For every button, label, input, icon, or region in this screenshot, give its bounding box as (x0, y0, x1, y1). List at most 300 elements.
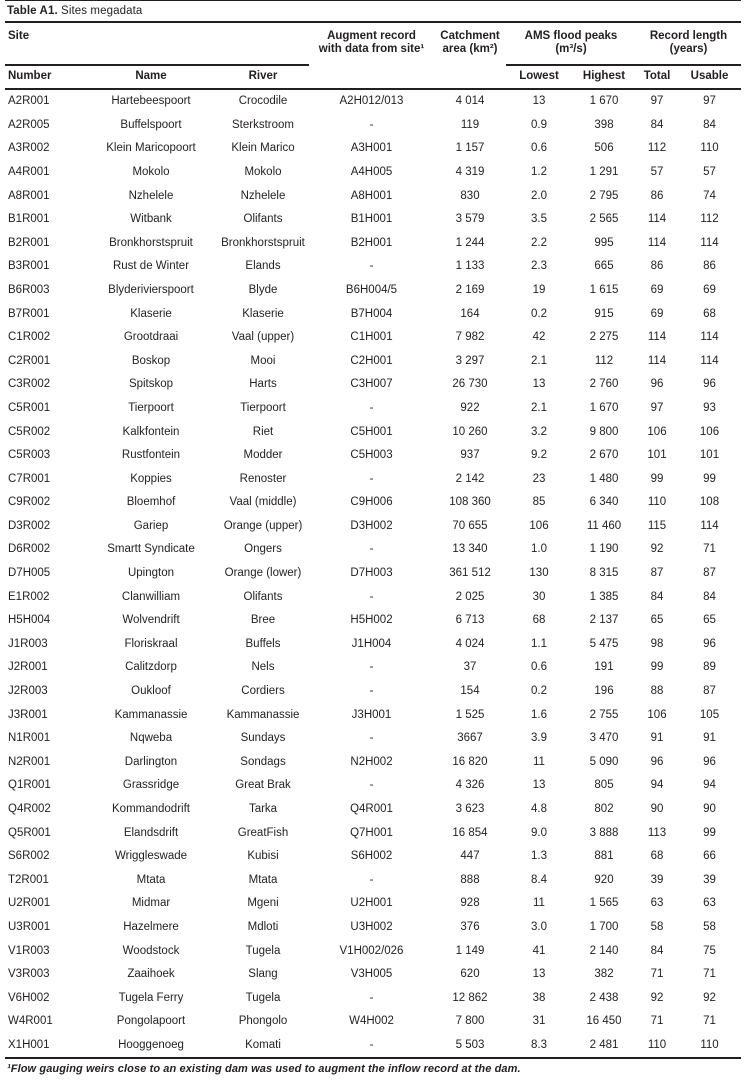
cell-usable: 114 (700, 519, 719, 532)
cell-catchment-area: 830 (460, 189, 480, 202)
cell-catchment-area: 7 800 (455, 1015, 485, 1028)
cell-river: Mdloti (247, 920, 279, 933)
cell-catchment-area: 620 (460, 968, 480, 981)
cell-usable: 66 (703, 850, 716, 863)
cell-river: Riet (252, 425, 274, 438)
cell-river: GreatFish (237, 826, 289, 839)
cell-augment-site: H5H002 (350, 614, 393, 627)
cell-total: 87 (650, 567, 664, 580)
cell-augment-site: C5H001 (350, 425, 393, 438)
cell-total: 96 (650, 378, 664, 391)
table-row (5, 1010, 741, 1034)
cell-lowest: 2.3 (531, 260, 547, 273)
cell-augment-site: D3H002 (350, 519, 393, 532)
cell-usable: 91 (703, 732, 716, 745)
cell-number: C5R002 (8, 425, 51, 438)
table-row (5, 89, 741, 114)
cell-total: 115 (647, 519, 667, 532)
cell-highest: 1 480 (589, 472, 619, 485)
cell-augment-site: U3H002 (350, 920, 393, 933)
cell-usable: 68 (703, 307, 716, 320)
cell-number: D6R002 (8, 543, 51, 556)
cell-river: Vaal (middle) (229, 496, 297, 509)
cell-total: 114 (647, 236, 667, 249)
cell-river: Sondags (240, 755, 286, 768)
cell-lowest: 13 (532, 968, 546, 981)
cell-usable: 65 (703, 614, 716, 627)
cell-river: Klaserie (242, 307, 284, 320)
cell-river: Sundays (240, 732, 286, 745)
cell-highest: 881 (594, 850, 614, 863)
cell-total: 97 (650, 401, 664, 414)
cell-catchment-area: 2 025 (455, 590, 485, 603)
cell-number: A8R001 (8, 189, 50, 202)
cell-augment-site: W4H002 (349, 1015, 394, 1028)
cell-highest: 196 (594, 685, 614, 698)
cell-number: N1R001 (8, 732, 51, 745)
cell-catchment-area: 119 (460, 118, 480, 131)
cell-highest: 1 700 (589, 920, 619, 933)
table-row (5, 302, 741, 326)
cell-catchment-area: 3 623 (455, 803, 485, 815)
cell-usable: 114 (700, 354, 719, 367)
header-group-row (5, 23, 741, 65)
cell-augment-site: - (309, 1034, 434, 1059)
cell-name: Mtata (136, 873, 166, 886)
cell-total: 58 (650, 920, 664, 933)
cell-catchment-area: 447 (460, 850, 480, 863)
cell-river: Tugela (245, 944, 281, 957)
column-header-river: River (217, 65, 309, 89)
table-row (5, 279, 741, 303)
cell-usable: 99 (703, 826, 716, 839)
column-group-augment-record (309, 23, 434, 89)
cell-augment-site: - (369, 590, 374, 603)
column-group-length-line1: Record length (649, 30, 728, 42)
cell-lowest: 3.0 (531, 920, 547, 933)
cell-usable: 90 (703, 803, 716, 815)
cell-augment-site: - (369, 472, 374, 485)
cell-number: V3R003 (8, 968, 50, 981)
cell-lowest: 42 (532, 331, 546, 344)
cell-number: C5R001 (8, 401, 51, 414)
cell-catchment-area: 70 655 (452, 519, 488, 532)
cell-number: B7R001 (8, 307, 50, 320)
table-row (5, 326, 741, 350)
cell-number: U3R001 (8, 920, 51, 933)
cell-usable: 96 (703, 378, 716, 391)
cell-total: 94 (650, 779, 664, 792)
cell-lowest: 2.1 (531, 354, 547, 367)
column-header-name: Name (85, 65, 217, 89)
cell-lowest: 3.5 (531, 213, 547, 226)
cell-river: Orange (upper) (223, 519, 303, 532)
cell-highest: 915 (594, 307, 614, 320)
cell-number: T2R001 (8, 873, 49, 886)
cell-highest: 2 275 (589, 331, 619, 344)
cell-catchment-area: 1 133 (455, 260, 485, 273)
cell-highest: 1 291 (589, 165, 619, 178)
cell-total: 114 (647, 331, 667, 344)
cell-name: Koppies (130, 472, 172, 485)
cell-lowest: 13 (532, 378, 546, 391)
cell-usable: 74 (703, 189, 716, 202)
table-row (5, 939, 741, 963)
cell-augment-site: N2H002 (350, 755, 393, 768)
cell-catchment-area: 3 297 (455, 354, 485, 367)
cell-total: 65 (650, 614, 664, 627)
column-group-catchment-line2: area (km²) (442, 43, 498, 56)
cell-river: Bree (250, 614, 276, 627)
cell-augment-site: - (369, 260, 374, 273)
cell-total: 39 (650, 873, 664, 886)
cell-number: X1H001 (5, 1034, 85, 1059)
cell-total: 63 (650, 897, 664, 910)
cell-name: Kommandodrift (112, 803, 190, 815)
cell-name: Grootdraai (123, 331, 179, 344)
cell-name: Blyderivierspoort (108, 283, 194, 296)
cell-river: Phongolo (238, 1015, 288, 1028)
table-row (5, 232, 741, 256)
cell-river: Tugela (245, 991, 281, 1004)
cell-total: 98 (650, 637, 664, 650)
cell-catchment-area: 922 (460, 401, 480, 414)
table-row (5, 609, 741, 633)
column-header-highest: Highest (572, 65, 636, 89)
column-header-lowest: Lowest (506, 65, 572, 89)
cell-catchment-area: 888 (460, 873, 480, 886)
cell-number: B3R001 (8, 260, 50, 273)
cell-lowest: 1.1 (531, 637, 547, 650)
column-header-usable: Usable (678, 65, 741, 89)
cell-highest: 3 470 (589, 732, 619, 745)
cell-total: 69 (650, 283, 664, 296)
cell-number: A3R002 (8, 142, 50, 155)
column-group-site (5, 23, 309, 65)
column-group-site-label: Site (8, 30, 30, 42)
cell-total: 99 (650, 661, 664, 674)
cell-total: 92 (650, 543, 664, 556)
sites-megadata-table (5, 23, 741, 1059)
cell-augment-site: B2H001 (350, 236, 393, 249)
cell-name: Witbank (130, 213, 172, 226)
cell-lowest: 3.2 (531, 425, 547, 438)
table-row (5, 892, 741, 916)
cell-name: Smartt Syndicate (107, 543, 195, 556)
cell-highest: 8 315 (589, 567, 619, 580)
column-group-ams-line1: AMS flood peaks (524, 30, 618, 42)
cell-catchment-area: 16 820 (452, 755, 488, 768)
table-row (5, 751, 741, 775)
cell-catchment-area: 108 360 (449, 496, 491, 509)
cell-usable: 71 (703, 543, 716, 556)
cell-name: Kammanassie (114, 708, 188, 721)
cell-river: Kammanassie (226, 708, 300, 721)
cell-number: H5H004 (8, 614, 51, 627)
cell-name: Grassridge (122, 779, 180, 792)
cell-augment-site: - (369, 661, 374, 674)
cell-augment-site: C3H007 (350, 378, 393, 391)
cell-river: Elands (245, 260, 281, 273)
cell-total: 92 (650, 991, 664, 1004)
cell-usable: 86 (703, 260, 716, 273)
cell-catchment-area: 5 503 (434, 1034, 506, 1059)
cell-highest: 2 755 (589, 708, 619, 721)
cell-catchment-area: 13 340 (452, 543, 488, 556)
cell-highest: 2 670 (589, 449, 619, 462)
cell-lowest: 130 (529, 567, 549, 580)
cell-lowest: 0.6 (531, 661, 547, 674)
table-row (5, 538, 741, 562)
cell-river: Harts (249, 378, 277, 391)
table-row (5, 585, 741, 609)
cell-number: Q5R001 (8, 826, 51, 839)
cell-lowest: 2.0 (531, 189, 547, 202)
cell-lowest: 106 (529, 519, 549, 532)
cell-number: D7H005 (8, 567, 51, 580)
cell-total: 84 (650, 944, 664, 957)
cell-usable: 57 (703, 165, 716, 178)
cell-augment-site: - (369, 401, 374, 414)
cell-name: Hartebeespoort (111, 95, 191, 108)
cell-total: 114 (647, 213, 667, 226)
cell-highest: 506 (594, 142, 614, 155)
cell-river: Komati (217, 1034, 309, 1059)
cell-total: 113 (647, 826, 667, 839)
cell-number: E1R002 (8, 590, 50, 603)
cell-usable: 105 (699, 708, 720, 721)
cell-name: Pongolapoort (116, 1015, 186, 1028)
cell-highest: 5 090 (589, 755, 619, 768)
cell-name: Spitskop (128, 378, 174, 391)
cell-name: Nqweba (129, 732, 173, 745)
table-row (5, 114, 741, 138)
cell-highest: 5 475 (589, 637, 619, 650)
cell-number: C9R002 (8, 496, 51, 509)
cell-river: Great Brak (235, 779, 291, 792)
cell-highest: 805 (594, 779, 614, 792)
table-title-text: Sites megadata (57, 5, 143, 17)
cell-number: A4R001 (8, 165, 50, 178)
cell-lowest: 2.1 (531, 401, 547, 414)
cell-usable: 114 (700, 331, 719, 344)
cell-usable: 108 (699, 496, 720, 509)
cell-number: U2R001 (8, 897, 51, 910)
cell-augment-site: J3H001 (351, 708, 392, 721)
cell-usable: 87 (703, 685, 716, 698)
cell-catchment-area: 4 014 (455, 95, 485, 108)
cell-lowest: 11 (533, 755, 545, 768)
cell-lowest: 31 (532, 1015, 546, 1028)
cell-lowest: 8.4 (531, 873, 547, 886)
cell-total: 90 (650, 803, 664, 815)
cell-augment-site: A8H001 (350, 189, 393, 202)
cell-name: Hazelmere (123, 920, 179, 933)
cell-lowest: 8.3 (506, 1034, 572, 1059)
cell-usable: 84 (703, 590, 716, 603)
cell-highest: 1 565 (589, 897, 619, 910)
cell-number: A2R005 (8, 118, 50, 131)
table-row (5, 137, 741, 161)
cell-lowest: 1.6 (531, 708, 547, 721)
cell-name: Darlington (124, 755, 178, 768)
table-row (5, 845, 741, 869)
cell-augment-site: S6H002 (350, 850, 393, 863)
cell-augment-site: Q7H001 (350, 826, 393, 839)
cell-total: 84 (650, 118, 664, 131)
cell-number: W4R001 (8, 1015, 53, 1028)
cell-highest: 112 (594, 354, 614, 367)
cell-number: Q1R001 (8, 779, 51, 792)
table-row (5, 821, 741, 845)
cell-lowest: 1.3 (531, 850, 547, 863)
cell-river: Mokolo (244, 165, 282, 178)
cell-name: Bronkhorstspruit (109, 236, 193, 249)
cell-highest: 2 137 (589, 614, 619, 627)
cell-name: Midmar (131, 897, 171, 910)
table-row (5, 916, 741, 940)
cell-augment-site: B7H004 (350, 307, 393, 320)
cell-lowest: 3.9 (531, 732, 547, 745)
table-body (5, 89, 741, 1058)
cell-catchment-area: 4 326 (455, 779, 485, 792)
column-group-augment-line1: Augment record (327, 30, 416, 42)
cell-usable: 87 (703, 567, 716, 580)
cell-augment-site: A4H005 (350, 165, 393, 178)
cell-usable: 112 (700, 213, 719, 226)
cell-highest: 995 (594, 236, 614, 249)
cell-number: B2R001 (8, 236, 50, 249)
table-row (5, 161, 741, 185)
cell-number: B1R001 (8, 213, 50, 226)
cell-name: Floriskraal (124, 637, 178, 650)
cell-number: C7R001 (8, 472, 51, 485)
cell-number: J2R001 (8, 661, 48, 674)
footnote: ¹Flow gauging weirs close to an existing dam was used to augment the inflow record at the dam. (7, 1063, 521, 1076)
table-row (5, 869, 741, 893)
cell-river: Bronkhorstspruit (221, 236, 305, 249)
cell-total: 97 (650, 95, 664, 108)
cell-river: Tierpoort (240, 401, 286, 414)
cell-catchment-area: 2 142 (455, 472, 485, 485)
cell-catchment-area: 1 157 (455, 142, 485, 155)
table-row (5, 1034, 741, 1059)
cell-usable: 106 (699, 425, 720, 438)
table-row (5, 774, 741, 798)
cell-name: Zaaihoek (127, 968, 175, 981)
cell-river: Mgeni (247, 897, 279, 910)
cell-augment-site: B1H001 (350, 213, 393, 226)
cell-highest: 1 385 (589, 590, 619, 603)
cell-lowest: 0.2 (531, 685, 547, 698)
cell-highest: 16 450 (586, 1015, 622, 1028)
table-row (5, 373, 741, 397)
table-row (5, 727, 741, 751)
cell-usable: 92 (703, 991, 716, 1004)
cell-augment-site: C9H006 (350, 496, 393, 509)
table-row (5, 656, 741, 680)
cell-lowest: 23 (532, 472, 546, 485)
cell-number: Q4R002 (8, 803, 51, 815)
cell-catchment-area: 3667 (457, 732, 483, 745)
cell-highest: 1 615 (589, 283, 619, 296)
cell-highest: 802 (594, 803, 614, 815)
table-row (5, 633, 741, 657)
cell-name: Nzhelele (128, 189, 174, 202)
cell-catchment-area: 6 713 (455, 614, 485, 627)
cell-total: 88 (650, 685, 664, 698)
cell-lowest: 41 (532, 944, 546, 957)
cell-river: Nzhelele (240, 189, 286, 202)
cell-catchment-area: 12 862 (452, 991, 488, 1004)
table-row (5, 987, 741, 1011)
table-row (5, 562, 741, 586)
cell-highest: 2 565 (589, 213, 619, 226)
cell-highest: 1 670 (589, 95, 619, 108)
cell-lowest: 13 (532, 95, 546, 108)
cell-total: 106 (647, 708, 667, 721)
table-row (5, 515, 741, 539)
cell-river: Mooi (250, 354, 276, 367)
cell-name: Hooggenoeg (85, 1034, 217, 1059)
cell-catchment-area: 937 (460, 449, 480, 462)
cell-lowest: 68 (532, 614, 546, 627)
cell-catchment-area: 164 (460, 307, 480, 320)
cell-river: Sterkstroom (232, 118, 294, 131)
cell-catchment-area: 16 854 (452, 826, 488, 839)
cell-usable: 110 (700, 142, 719, 155)
cell-river: Buffels (245, 637, 281, 650)
cell-name: Kalkfontein (122, 425, 180, 438)
cell-name: Oukloof (131, 685, 171, 698)
cell-usable: 101 (699, 449, 720, 462)
cell-catchment-area: 154 (460, 685, 480, 698)
cell-highest: 1 670 (589, 401, 619, 414)
cell-river: Mtata (248, 873, 278, 886)
column-group-augment-line2: with data from site¹ (318, 43, 425, 56)
cell-usable: 63 (703, 897, 716, 910)
table-row (5, 491, 741, 515)
cell-highest: 3 888 (589, 826, 619, 839)
cell-name: Rustfontein (121, 449, 181, 462)
cell-total: 96 (650, 755, 664, 768)
cell-highest: 2 760 (589, 378, 619, 391)
cell-name: Gariep (133, 519, 169, 532)
cell-usable: 97 (703, 95, 716, 108)
cell-number: C1R002 (8, 331, 51, 344)
cell-augment-site: - (369, 685, 374, 698)
cell-lowest: 2.2 (531, 236, 547, 249)
cell-number: V1R003 (8, 944, 50, 957)
cell-river: Vaal (upper) (231, 331, 295, 344)
cell-river: Cordiers (241, 685, 285, 698)
cell-name: Wriggleswade (114, 850, 187, 863)
cell-number: V6H002 (8, 991, 50, 1004)
cell-catchment-area: 928 (460, 897, 480, 910)
column-header-total: Total (636, 65, 678, 89)
cell-total: 69 (650, 307, 664, 320)
column-group-catchment-line1: Catchment (440, 30, 500, 42)
cell-total: 71 (650, 1015, 664, 1028)
cell-usable: 84 (703, 118, 716, 131)
cell-name: Calitzdorp (125, 661, 177, 674)
cell-total: 86 (650, 260, 664, 273)
cell-river: Olifants (243, 590, 283, 603)
cell-river: Renoster (239, 472, 287, 485)
cell-highest: 920 (594, 873, 614, 886)
cell-catchment-area: 1 244 (455, 236, 485, 249)
cell-lowest: 0.2 (531, 307, 547, 320)
